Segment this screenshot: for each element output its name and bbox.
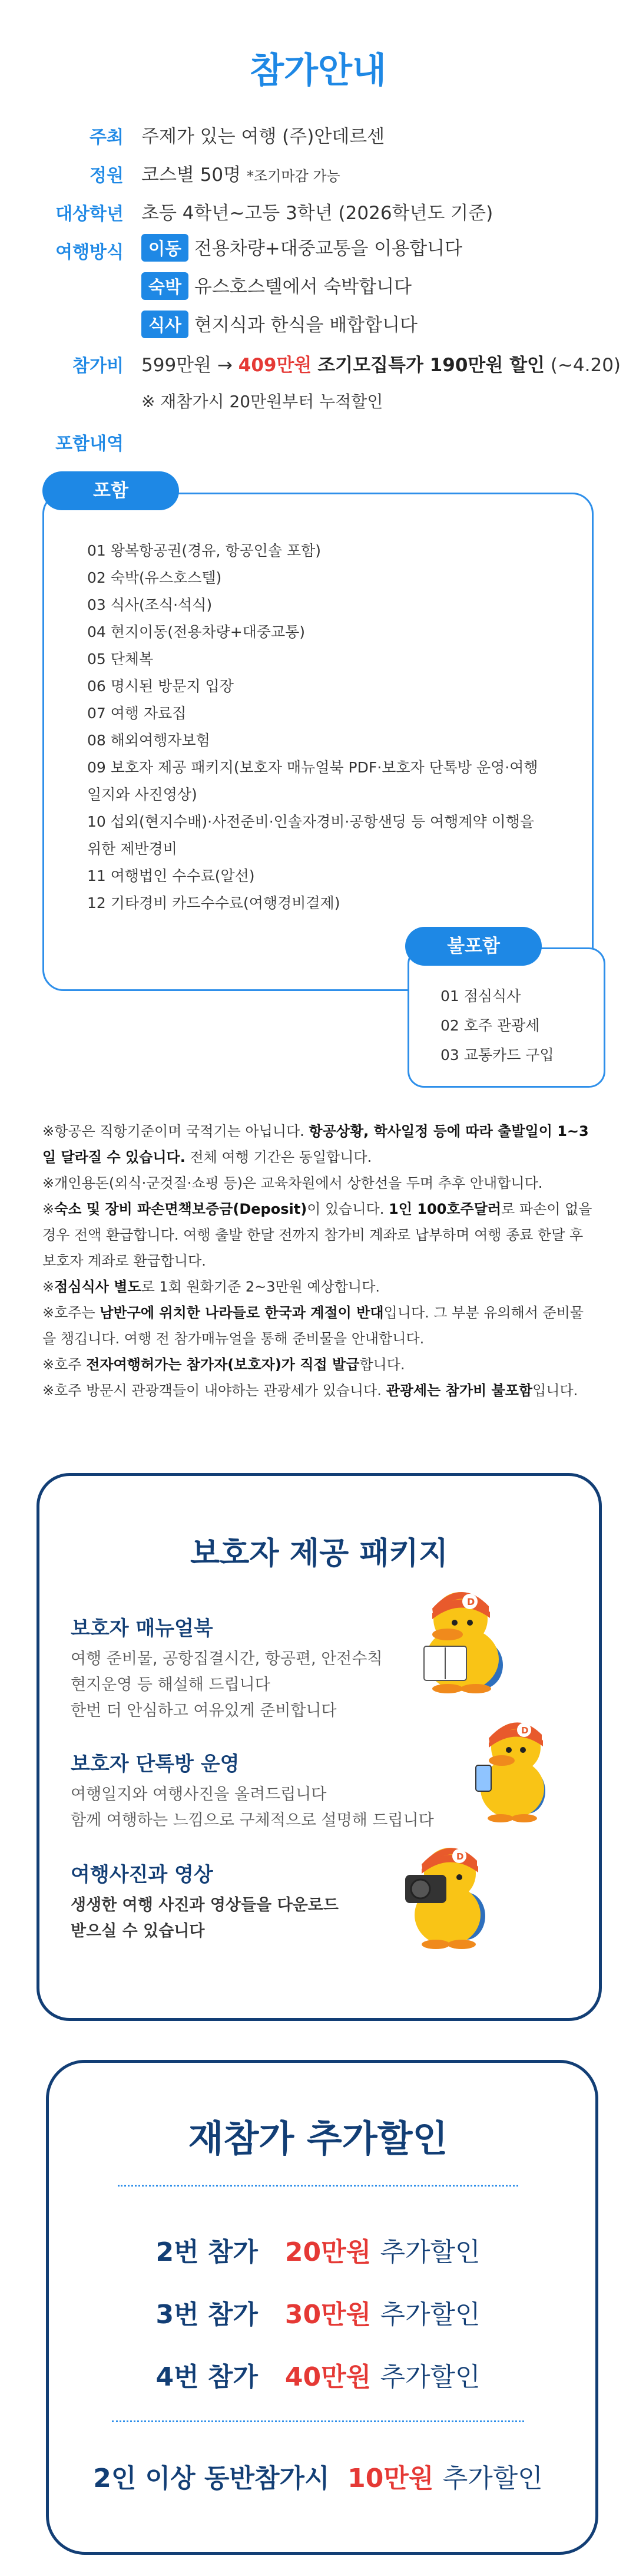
method-label: 여행방식 [55, 242, 124, 263]
method-tag: 이동 [141, 234, 188, 262]
list-item: 04 현지이동(전용차량+대중교통) [87, 623, 306, 640]
page-title: 참가안내 [250, 50, 386, 91]
includes-list [87, 537, 538, 917]
note-season: ※호주는 남반구에 위치한 나라들로 한국과 계절이 반대입니다. 그 부분 유의해서 준비물 [42, 1304, 584, 1321]
list-item: 일지와 사진영상) [87, 786, 197, 803]
fee-special: 조기모집특가 190만원 할인 [317, 355, 545, 376]
quota-label: 정원 [90, 166, 124, 186]
quota-note: *조기마감 가능 [246, 168, 340, 184]
target-label: 대상학년 [55, 204, 124, 224]
list-item: 06 명시된 방문지 입장 [87, 678, 234, 695]
method-tag: 숙박 [141, 272, 188, 300]
note-deposit-cont2: 보호자 계좌로 환급합니다. [42, 1253, 206, 1269]
note-lunch: ※점심식사 별도로 1회 원화기준 2~3만원 예상합니다. [42, 1279, 380, 1295]
method-row-stay [141, 272, 412, 300]
list-item: 07 여행 자료집 [87, 705, 187, 722]
package-title: 보호자 제공 패키지 [190, 1536, 449, 1571]
list-item: 11 여행법인 수수료(알선) [87, 867, 255, 884]
note-flight-cont: 일 달라질 수 있습니다. 전체 여행 기간은 동일합니다. [42, 1149, 372, 1165]
note-deposit: ※숙소 및 장비 파손면책보증금(Deposit)이 있습니다. 1인 100호주달러로 파손이 없을 [42, 1201, 592, 1217]
package-heading: 보호자 매뉴얼북 [71, 1617, 213, 1640]
duck-reading-icon [406, 1577, 518, 1695]
discount-row: 2번 참가 20만원 추가할인 [155, 2237, 481, 2267]
includes-title: 포함 [42, 471, 179, 510]
target-value: 초등 4학년~고등 3학년 (2026학년도 기준) [141, 203, 493, 224]
discount-divider [118, 2185, 518, 2187]
note-pocket-money: ※개인용돈(외식·군것질·쇼핑 등)은 교육차원에서 상한선을 두며 추후 안내합니다. [42, 1175, 543, 1191]
note-deposit-cont: 경우 전액 환급합니다. 여행 출발 한달 전까지 참가비 계좌로 납부하며 여행 종료 한달 후 [42, 1227, 584, 1243]
package-heading: 보호자 단톡방 운영 [71, 1752, 240, 1776]
package-heading: 여행사진과 영상 [71, 1863, 213, 1887]
host-label: 주최 [90, 127, 124, 148]
list-item: 08 해외여행자보험 [87, 732, 210, 749]
svg-text:D: D [521, 1725, 529, 1736]
host-value: 주제가 있는 여행 (주)안데르센 [141, 126, 385, 147]
discount-title: 재참가 추가할인 [188, 2117, 448, 2160]
list-item: 01 왕복항공권(경유, 항공인솔 포함) [87, 542, 322, 559]
fee-sale: 409만원 [238, 355, 312, 376]
list-item: 03 교통카드 구입 [440, 1046, 554, 1064]
list-item: 05 단체복 [87, 650, 154, 668]
method-row-meal [141, 310, 418, 338]
note-flight: ※항공은 직항기준이며 국적기는 아닙니다. 항공상황, 학사일정 등에 따라 출발일이 1~3 [42, 1123, 589, 1140]
package-desc: 여행일지와 여행사진을 올려드립니다 함께 여행하는 느낌으로 구체적으로 설명해 드립니다 [71, 1785, 434, 1829]
duck-camera-icon [389, 1834, 501, 1951]
discount-group-row: 2인 이상 동반참가시 10만원 추가할인 [93, 2463, 543, 2494]
discount-row: 4번 참가 40만원 추가할인 [155, 2362, 481, 2392]
method-text: 현지식과 한식을 배합합니다 [194, 315, 418, 336]
includes-label: 포함내역 [55, 434, 124, 454]
method-text: 유스호스텔에서 숙박합니다 [194, 276, 412, 298]
list-item: 02 숙박(유스호스텔) [87, 569, 222, 586]
duck-phone-icon [463, 1709, 557, 1827]
package-desc: 여행 준비물, 공항집결시간, 항공편, 안전수칙 현지운영 등 해설해 드립니다 한번 더 안심하고 여유있게 준비합니다 [71, 1650, 383, 1720]
method-row-move [141, 233, 462, 262]
list-item: 10 섭외(현지수배)·사전준비·인솔자경비·공항샌딩 등 여행계약 이행을 [87, 813, 534, 830]
fee-note: ※ 재참가시 20만원부터 누적할인 [141, 392, 383, 411]
svg-text:D: D [467, 1596, 475, 1607]
discount-row: 3번 참가 30만원 추가할인 [155, 2300, 481, 2330]
package-desc: 생생한 여행 사진과 영상들을 다운로드 받으실 수 있습니다 [71, 1896, 339, 1940]
list-item: 03 식사(조식·석식) [87, 596, 213, 613]
note-season-cont: 을 챙깁니다. 여행 전 참가매뉴얼을 통해 준비물을 안내합니다. [42, 1330, 425, 1347]
method-text: 전용차량+대중교통을 이용합니다 [194, 238, 462, 259]
discount-divider [112, 2420, 524, 2422]
method-tag: 식사 [141, 311, 188, 338]
note-eta: ※호주 전자여행허가는 참가자(보호자)가 직접 발급합니다. [42, 1356, 405, 1373]
list-item: 02 호주 관광세 [440, 1017, 540, 1034]
list-item: 01 점심식사 [440, 988, 521, 1005]
svg-text:D: D [456, 1851, 464, 1862]
list-item: 위한 제반경비 [87, 840, 177, 857]
list-item: 09 보호자 제공 패키지(보호자 매뉴얼북 PDF·보호자 단톡방 운영·여행 [87, 759, 538, 776]
list-item: 12 기타경비 카드수수료(여행경비결제) [87, 894, 340, 911]
fee-period: (~4.20) [550, 355, 621, 376]
excludes-title: 불포함 [405, 927, 542, 966]
excludes-list [440, 982, 554, 1070]
note-tourist-tax: ※호주 방문시 관광객들이 내야하는 관광세가 있습니다. 관광세는 참가비 불포함입니다. [42, 1382, 578, 1399]
quota-value: 코스별 50명 *조기마감 가능 [141, 164, 340, 186]
fee-label: 참가비 [72, 356, 124, 377]
notes [42, 1118, 596, 1403]
fee-original: 599만원 → [141, 355, 233, 376]
fee-value [141, 350, 621, 377]
